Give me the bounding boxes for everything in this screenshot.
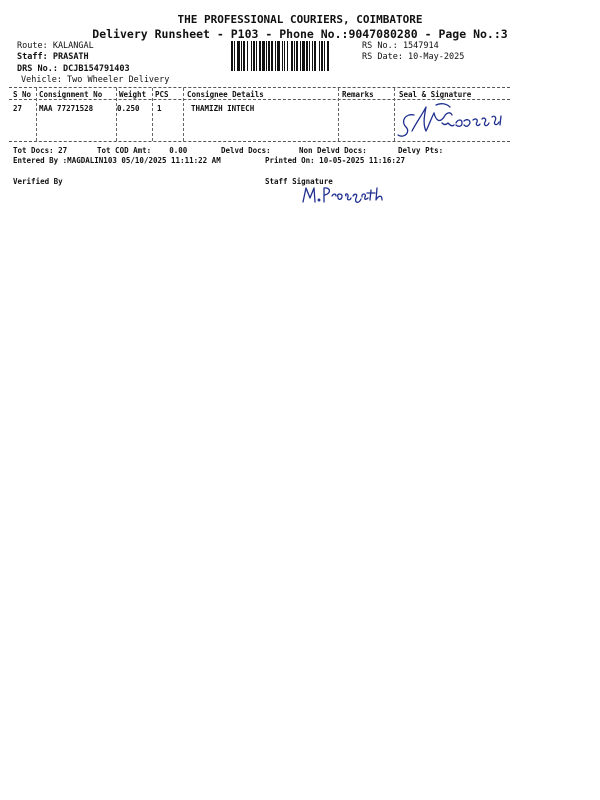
delvy-pts: Delvy Pts:: [398, 146, 444, 155]
staff-row: [17, 52, 89, 62]
col-header-consignment: Consignment No: [39, 90, 103, 99]
col-header-remarks: Remarks: [342, 90, 374, 99]
cell-pcs: 1: [157, 104, 162, 113]
table-top-rule: [9, 87, 510, 88]
col-header-seal-signature: Seal & Signature: [399, 90, 472, 99]
receiver-signature: [396, 101, 508, 143]
col-divider: [116, 88, 117, 141]
col-divider: [152, 88, 153, 141]
verified-by-label: Verified By: [13, 177, 63, 186]
delvd-docs: Delvd Docs:: [221, 146, 271, 155]
route-label: Route: KALANGAL: [17, 41, 94, 51]
cell-sno: 27: [13, 104, 23, 113]
cell-consignment: MAA 77271528: [39, 104, 94, 113]
col-divider: [183, 88, 184, 141]
rs-number: RS No.: 1547914: [362, 41, 439, 51]
vehicle-label: Vehicle: Two Wheeler Delivery: [21, 75, 170, 85]
table-bottom-rule: [9, 141, 510, 142]
col-divider: [338, 88, 339, 141]
cell-weight: 0.250: [117, 104, 140, 113]
col-header-consignee: Consignee Details: [187, 90, 264, 99]
staff-signature: [300, 182, 395, 208]
col-divider: [36, 88, 37, 141]
col-header-sno: S No: [13, 90, 32, 99]
rs-date: RS Date: 10-May-2025: [362, 52, 465, 62]
cell-consignee: THAMIZH INTECH: [191, 104, 255, 113]
staff-label: Staff:: [17, 52, 48, 62]
entered-by: Entered By :MAGDALIN103 05/10/2025 11:11:22 AM: [13, 156, 221, 165]
printed-on: Printed On: 10-05-2025 11:16:27: [265, 156, 405, 165]
drs-number: DRS No.: DCJB154791403: [17, 64, 130, 74]
col-header-weight: Weight: [119, 90, 147, 99]
col-divider: [394, 88, 395, 141]
company-title: THE PROFESSIONAL COURIERS, COIMBATORE: [177, 13, 423, 26]
runsheet-title: Delivery Runsheet - P103 - Phone No.:9047080280 - Page No.:3: [92, 27, 508, 41]
table-header-rule: [9, 99, 510, 100]
tot-cod-amt: Tot COD Amt: 0.00: [97, 146, 188, 155]
non-delvd-docs: Non Delvd Docs:: [299, 146, 367, 155]
col-header-pcs: PCS: [155, 90, 169, 99]
staff-value: PRASATH: [52, 52, 89, 62]
staff-signature-label: Staff Signature: [265, 177, 333, 186]
tot-docs: Tot Docs: 27: [13, 146, 68, 155]
barcode: [231, 41, 353, 71]
